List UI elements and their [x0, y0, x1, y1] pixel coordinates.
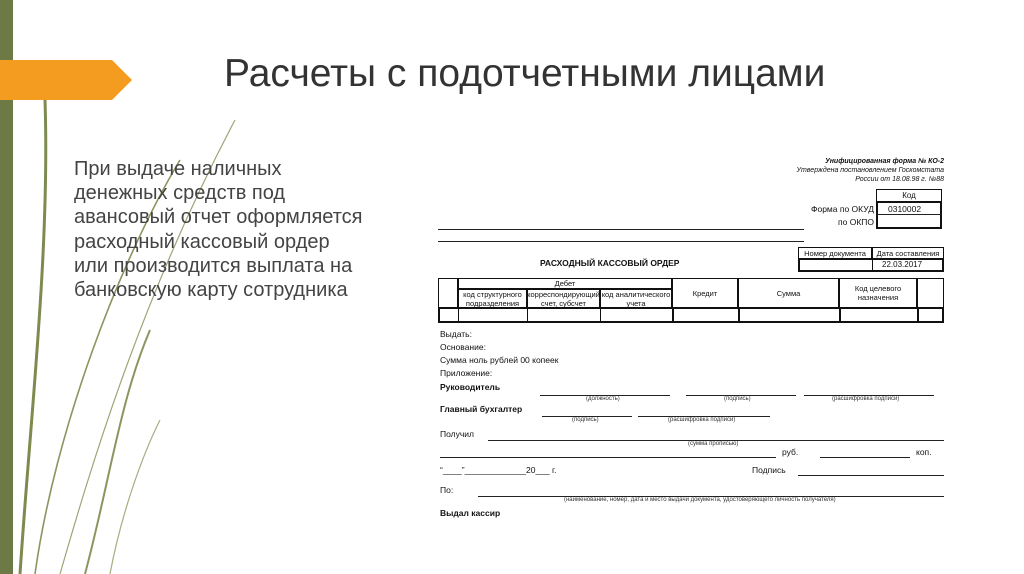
form-title: РАСХОДНЫЙ КАССОВЫЙ ОРДЕР: [540, 258, 680, 268]
col-struct: код структурного подразделения: [458, 289, 527, 308]
date-line: “____”_____________20___ г.: [440, 465, 557, 475]
kassir-label: Выдал кассир: [440, 508, 501, 518]
doc-number-label: Номер документа: [798, 247, 872, 259]
caption-podpis-2: (подпись): [572, 417, 599, 423]
po-caption: (наименование, номер, дата и место выдачи документа, удостоверяющего личность получателя): [564, 497, 836, 503]
body-line: При выдаче наличных: [74, 158, 282, 180]
form-header-line: Утверждена постановлением Госкомстата: [796, 167, 944, 174]
osnovanie-label: Основание:: [440, 342, 486, 352]
caption-dolzhnost: (должность): [586, 396, 620, 402]
body-line: или производится выплата на: [74, 254, 353, 277]
col-corr: корреспондирующий счет, субсчет: [527, 289, 600, 308]
prilozhenie-label: Приложение:: [440, 368, 493, 378]
form-header-line: России от 18.08.98 г. №88: [855, 176, 944, 183]
podpis-label: Подпись: [752, 465, 786, 475]
date-value: 22.03.2017: [882, 260, 923, 269]
vydat-label: Выдать:: [440, 329, 472, 339]
kop-label: коп.: [916, 447, 932, 457]
okud-value: 0310002: [888, 204, 922, 214]
col-sum: Сумма: [738, 278, 839, 308]
okpo-label: по ОКПО: [838, 217, 874, 227]
caption-rasshifrovka-2: (расшифровка подписи): [668, 417, 736, 423]
col-credit: Кредит: [672, 278, 738, 308]
rub-label: руб.: [782, 447, 799, 457]
caption-rasshifrovka: (расшифровка подписи): [832, 396, 900, 402]
code-header: Код: [876, 189, 942, 202]
col-target: Код целевого назначения: [839, 278, 917, 308]
body-line: расходный кассовый ордер: [74, 230, 330, 253]
accent-arrow: [0, 60, 132, 100]
caption-podpis: (подпись): [724, 396, 751, 402]
po-label: По:: [440, 485, 454, 495]
table-value-row: [438, 307, 944, 323]
date-label: Дата составления: [872, 247, 944, 259]
poluchil-label: Получил: [440, 429, 474, 439]
slide-title: Расчеты с подотчетными лицами: [224, 52, 826, 95]
col-anal: код аналитического учета: [601, 289, 671, 308]
debet-header: Дебет: [458, 278, 672, 289]
okud-label: Форма по ОКУД: [811, 204, 874, 214]
form-header-line: Унифицированная форма № КО-2: [825, 158, 944, 165]
body-line: денежных средств под: [74, 182, 286, 205]
number-date-box: [798, 258, 944, 272]
body-line: банковскую карту сотрудника: [74, 279, 348, 302]
glavbuh-label: Главный бухгалтер: [440, 404, 523, 414]
cash-order-form: [436, 152, 948, 522]
rukovoditel-label: Руководитель: [440, 382, 501, 392]
body-text: [74, 157, 404, 302]
caption-summa-propisyu: (сумма прописью): [688, 441, 739, 447]
body-line: авансовый отчет оформляется: [74, 206, 363, 229]
summa-label: Сумма ноль рублей 00 копеек: [440, 355, 559, 365]
